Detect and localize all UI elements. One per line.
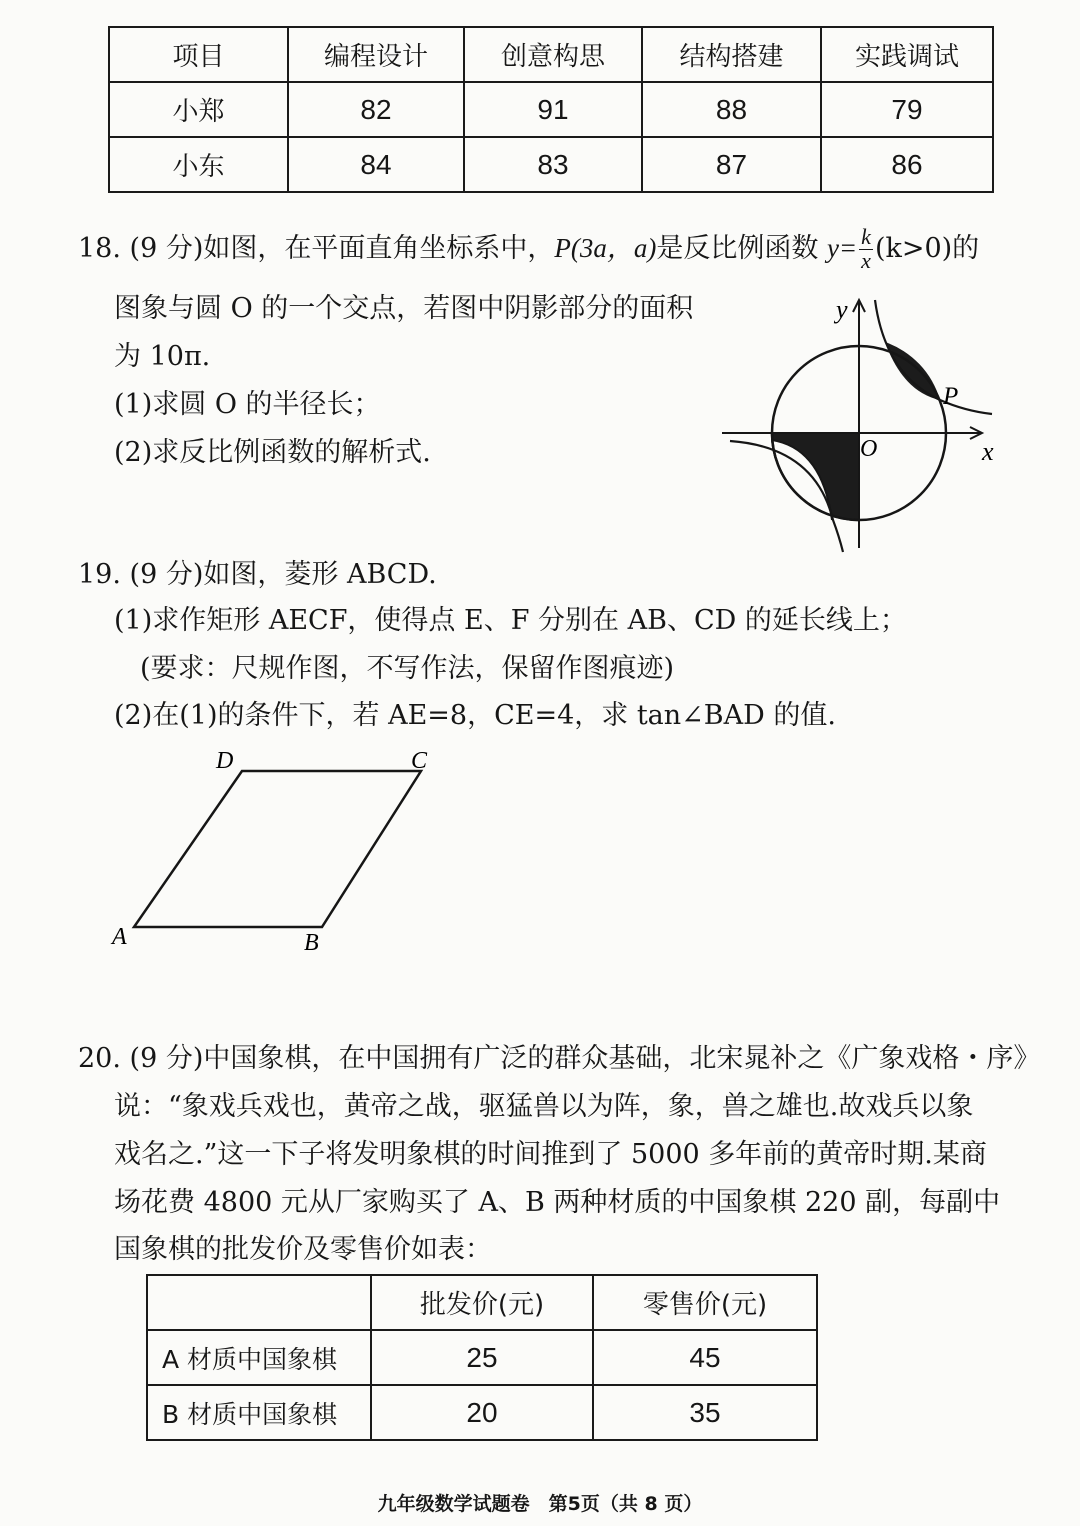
q20-line1	[78, 1042, 1040, 1076]
q19-sub2: (2)在(1)的条件下，若 AE=8，CE=4，求 tan∠BAD 的值.	[114, 700, 836, 731]
q20-line2: 说：“象戏兵戏也，黄帝之战，驱猛兽以为阵，象，兽之雄也.故戏兵以象	[114, 1091, 974, 1122]
score-cell: 87	[642, 137, 821, 192]
q18-fraction	[859, 226, 873, 273]
q19-stem	[78, 558, 437, 592]
score-cell: 83	[464, 137, 642, 192]
table-row	[147, 1385, 817, 1440]
q19-requirement: (要求：尺规作图，不写作法，保留作图痕迹)	[140, 653, 675, 684]
q19-figure	[108, 740, 453, 960]
q20-line3: 戏名之.”这一下子将发明象棋的时间推到了 5000 多年前的黄帝时期.某商	[114, 1139, 987, 1170]
q18-sub1: (1)求圆 O 的半径长；	[114, 389, 381, 420]
price-cell: 20	[371, 1385, 593, 1440]
score-header-cell: 编程设计	[288, 27, 464, 82]
q20-line1-text: 中国象棋，在中国拥有广泛的群众基础，北宋晁补之《广象戏格・序》	[203, 1043, 1041, 1074]
score-header-cell: 结构搭建	[642, 27, 821, 82]
vertex-b-label: B	[304, 930, 319, 956]
vertex-c-label: C	[411, 748, 428, 774]
score-table-header-row	[109, 27, 993, 82]
rhombus-abcd	[134, 771, 421, 927]
y-axis-label: y	[836, 295, 848, 324]
page-footer: 九年级数学试题卷 第5页（共 8 页）	[377, 1493, 703, 1515]
x-axis-label: x	[982, 437, 994, 466]
q19-points: (9 分)	[129, 559, 204, 590]
q20-line4: 场花费 4800 元从厂家购买了 A、B 两种材质的中国象棋 220 副，每副中	[114, 1187, 1001, 1218]
q18-frac-den: x	[861, 248, 871, 273]
score-cell: 86	[821, 137, 993, 192]
point-p-label: P	[943, 383, 959, 410]
score-cell: 79	[821, 82, 993, 137]
q18-shaded-lens	[885, 342, 940, 400]
price-table-header-row	[147, 1275, 817, 1330]
price-header-cell: 批发价(元)	[371, 1275, 593, 1330]
q18-func-lhs: y=	[826, 233, 858, 263]
q19-stem-text: 如图，菱形 ABCD.	[203, 559, 437, 590]
q18-stem-b: 是反比例函数	[656, 233, 827, 264]
score-header-cell: 项目	[109, 27, 288, 82]
material-name: A 材质中国象棋	[147, 1330, 371, 1385]
q18-hyperbola-branch-1	[875, 300, 992, 414]
price-header-cell	[147, 1275, 371, 1330]
score-header-cell: 创意构思	[464, 27, 642, 82]
q19-sub1: (1)求作矩形 AECF，使得点 E、F 分别在 AB、CD 的延长线上；	[114, 605, 907, 636]
price-cell: 25	[371, 1330, 593, 1385]
price-cell: 45	[593, 1330, 817, 1385]
origin-label: O	[860, 436, 878, 462]
table-row	[109, 137, 993, 192]
q19-number: 19.	[78, 559, 121, 590]
score-cell: 82	[288, 82, 464, 137]
table-row	[147, 1330, 817, 1385]
score-cell: 84	[288, 137, 464, 192]
vertex-d-label: D	[216, 748, 234, 774]
q18-line2: 图象与圆 O 的一个交点，若图中阴影部分的面积	[114, 293, 694, 324]
q18-condition: (k>0)的	[874, 233, 980, 264]
q18-stem	[78, 226, 979, 273]
score-cell: 91	[464, 82, 642, 137]
q18-line3: 为 10π.	[114, 341, 211, 372]
table-row	[109, 82, 993, 137]
q18-frac-num: k	[861, 224, 871, 249]
student-name: 小东	[109, 137, 288, 192]
score-header-cell: 实践调试	[821, 27, 993, 82]
q18-points: (9 分)	[129, 233, 204, 264]
score-cell: 88	[642, 82, 821, 137]
q18-sub2: (2)求反比例函数的解析式.	[114, 437, 431, 468]
q18-number: 18.	[78, 233, 121, 264]
q18-figure	[715, 290, 1015, 555]
material-name: B 材质中国象棋	[147, 1385, 371, 1440]
vertex-a-label: A	[112, 924, 127, 950]
student-name: 小郑	[109, 82, 288, 137]
price-table	[146, 1274, 818, 1441]
q18-point-label: P(3a，a)	[554, 233, 657, 263]
price-cell: 35	[593, 1385, 817, 1440]
q20-line5: 国象棋的批发价及零售价如表：	[114, 1234, 492, 1265]
price-header-cell: 零售价(元)	[593, 1275, 817, 1330]
q18-stem-a: 如图，在平面直角坐标系中，	[203, 233, 555, 264]
score-table	[108, 26, 994, 193]
q20-number: 20.	[78, 1043, 121, 1074]
q20-points: (9 分)	[129, 1043, 204, 1074]
